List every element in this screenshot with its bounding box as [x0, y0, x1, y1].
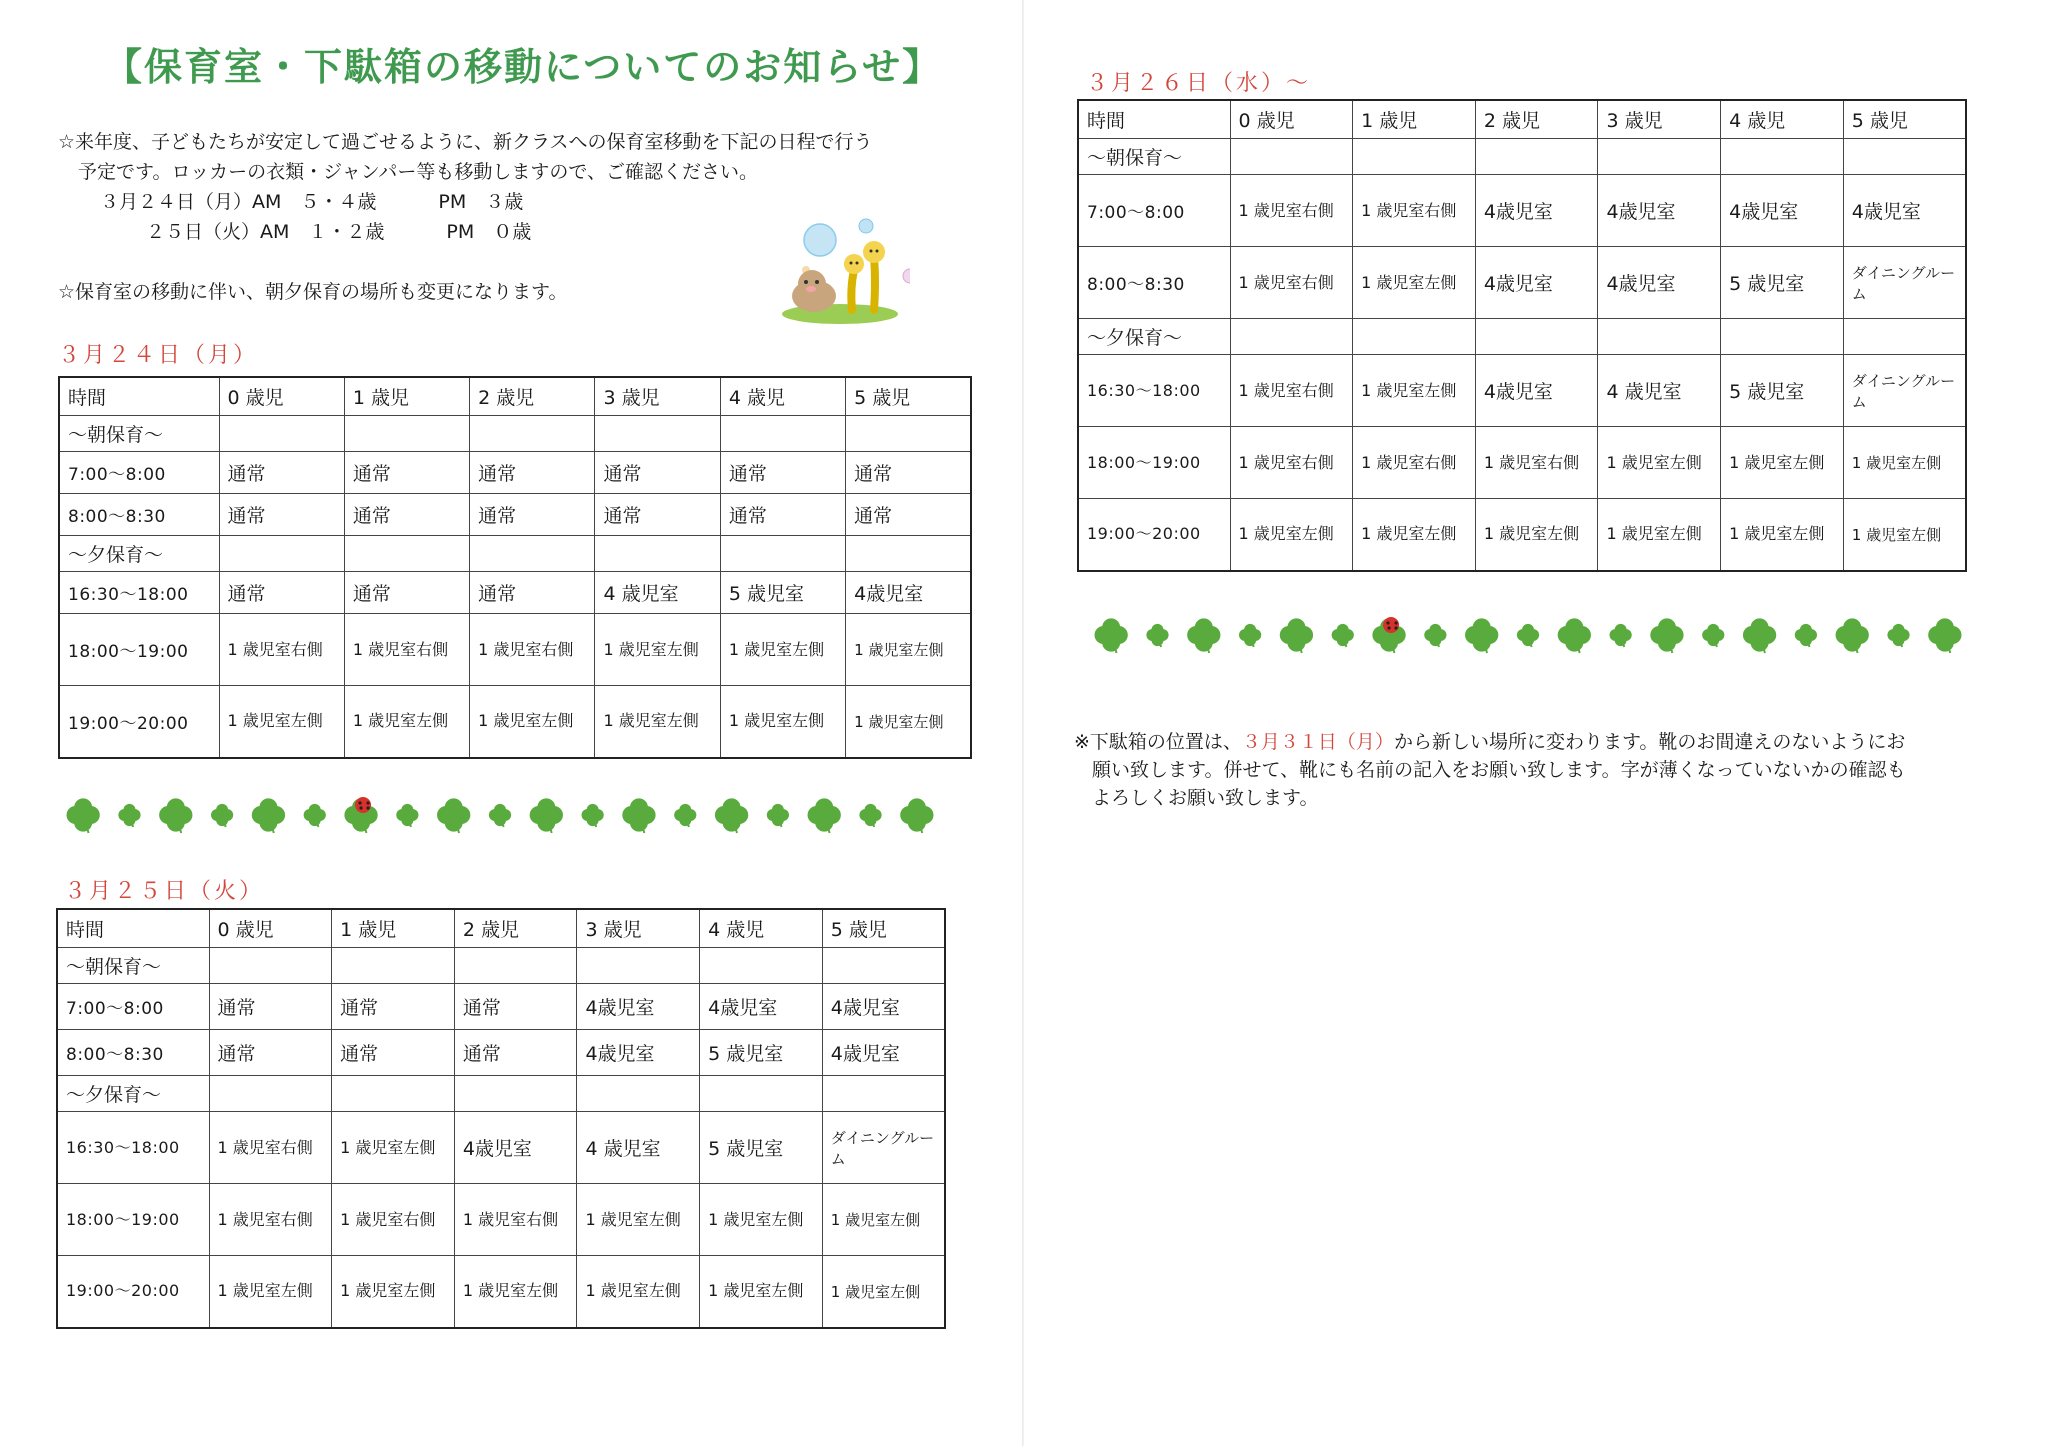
- location-cell: 5 歳児室: [700, 1112, 823, 1184]
- schedule-24-pm: PM ３歳: [438, 191, 524, 213]
- clover-icon: [622, 798, 655, 833]
- location-cell: 4 歳児室: [595, 572, 720, 614]
- header-age2: 2 歳児: [1475, 100, 1598, 139]
- location-cell: 4歳児室: [1843, 175, 1966, 247]
- location-cell: 4歳児室: [577, 984, 700, 1030]
- clover-icon: [1517, 624, 1539, 647]
- time-cell: 7:00～8:00: [1078, 175, 1230, 247]
- time-cell: 16:30～18:00: [59, 572, 219, 614]
- location-cell: 1 歳児室左側: [595, 614, 720, 686]
- location-cell: 1 歳児室左側: [1721, 499, 1844, 571]
- location-cell: 通常: [470, 572, 595, 614]
- time-cell: 18:00～19:00: [1078, 427, 1230, 499]
- clover-decoration-band: [1088, 610, 1968, 660]
- clover-icon: [767, 804, 789, 827]
- clover-icon: [1702, 624, 1724, 647]
- location-cell: 1 歳児室左側: [470, 686, 595, 758]
- location-cell: 1 歳児室左側: [720, 686, 845, 758]
- clover-icon: [1887, 624, 1909, 647]
- clover-icon: [1650, 618, 1683, 653]
- location-cell: 1 歳児室左側: [219, 686, 344, 758]
- schedule-table-25: [56, 908, 946, 1329]
- table-row: [57, 1112, 945, 1184]
- clover-decoration-band: [60, 790, 940, 840]
- section-label: ～朝保育～: [1078, 139, 1230, 175]
- header-time: 時間: [1078, 100, 1230, 139]
- clover-icon: [252, 798, 285, 833]
- date-heading-26: ３月２６日（水）～: [1086, 71, 1312, 96]
- table-header-row: [59, 377, 971, 416]
- intro-line-3: ☆保育室の移動に伴い、朝夕保育の場所も変更になります。: [58, 281, 568, 303]
- location-cell: ダイニングルーム: [1843, 247, 1966, 319]
- header-age2: 2 歳児: [454, 909, 577, 948]
- header-age1: 1 歳児: [332, 909, 455, 948]
- clover-icon: [1332, 624, 1354, 647]
- location-cell: 通常: [344, 452, 469, 494]
- header-age5: 5 歳児: [1843, 100, 1966, 139]
- header-age4: 4 歳児: [720, 377, 845, 416]
- location-cell: 1 歳児室左側: [720, 614, 845, 686]
- location-cell: 1 歳児室右側: [219, 614, 344, 686]
- section-label: ～夕保育～: [1078, 319, 1230, 355]
- ladybug-icon: [355, 797, 371, 813]
- location-cell: 通常: [209, 1030, 332, 1076]
- clover-icon: [489, 804, 511, 827]
- intro-line-1: ☆来年度、子どもたちが安定して過ごせるように、新クラスへの保育室移動を下記の日程で行う: [58, 131, 873, 153]
- clover-icon: [1795, 624, 1817, 647]
- location-cell: 通常: [595, 452, 720, 494]
- location-cell: 1 歳児室右側: [1353, 427, 1476, 499]
- section-label: ～朝保育～: [57, 948, 209, 984]
- location-cell: 4歳児室: [1475, 175, 1598, 247]
- schedule-table-26: [1077, 99, 1967, 572]
- section-label: ～夕保育～: [59, 536, 219, 572]
- location-cell: 4 歳児室: [1598, 355, 1721, 427]
- location-cell: 5 歳児室: [700, 1030, 823, 1076]
- section-row-evening: [59, 536, 971, 572]
- schedule-24-am: ３月２４日（月）AM ５・４歳: [100, 191, 377, 213]
- clover-icon: [530, 798, 563, 833]
- location-cell: 1 歳児室左側: [577, 1184, 700, 1256]
- location-cell: 1 歳児室左側: [344, 686, 469, 758]
- location-cell: 通常: [470, 494, 595, 536]
- header-age2: 2 歳児: [470, 377, 595, 416]
- location-cell: 1 歳児室左側: [1230, 499, 1353, 571]
- notice-line-2: 願い致します。併せて、靴にも名前の記入をお願い致します。字が薄くなっていないかの確認も: [1092, 759, 1906, 781]
- clover-icon: [1610, 624, 1632, 647]
- location-cell: 1 歳児室右側: [1230, 427, 1353, 499]
- location-cell: 1 歳児室左側: [1721, 427, 1844, 499]
- location-cell: 1 歳児室左側: [822, 1256, 945, 1328]
- clover-icon: [1239, 624, 1261, 647]
- clover-icon: [900, 798, 933, 833]
- header-age3: 3 歳児: [577, 909, 700, 948]
- location-cell: 5 歳児室: [1721, 247, 1844, 319]
- location-cell: 1 歳児室左側: [1475, 499, 1598, 571]
- clover-icon: [118, 804, 140, 827]
- schedule-table-24: [58, 376, 972, 759]
- clover-icon: [1743, 618, 1776, 653]
- section-row-evening: [1078, 319, 1966, 355]
- clover-icon: [808, 798, 841, 833]
- location-cell: 1 歳児室左側: [1353, 355, 1476, 427]
- location-cell: 通常: [846, 494, 971, 536]
- section-label: ～朝保育～: [59, 416, 219, 452]
- clover-icon: [1836, 618, 1869, 653]
- header-time: 時間: [59, 377, 219, 416]
- time-cell: 8:00～8:30: [57, 1030, 209, 1076]
- schedule-25-am: ２５日（火）AM １・２歳: [146, 221, 385, 243]
- location-cell: 通常: [332, 984, 455, 1030]
- header-time: 時間: [57, 909, 209, 948]
- location-cell: 通常: [344, 494, 469, 536]
- header-age4: 4 歳児: [1721, 100, 1844, 139]
- location-cell: 1 歳児室右側: [332, 1184, 455, 1256]
- location-cell: 4歳児室: [1475, 247, 1598, 319]
- table-row: [1078, 427, 1966, 499]
- location-cell: 4歳児室: [1721, 175, 1844, 247]
- time-cell: 8:00～8:30: [1078, 247, 1230, 319]
- header-age1: 1 歳児: [1353, 100, 1476, 139]
- clover-icon: [1146, 624, 1168, 647]
- clover-icon: [1095, 618, 1128, 653]
- time-cell: 16:30～18:00: [1078, 355, 1230, 427]
- location-cell: 1 歳児室右側: [209, 1112, 332, 1184]
- location-cell: 通常: [219, 494, 344, 536]
- location-cell: 4歳児室: [822, 984, 945, 1030]
- location-cell: 5 歳児室: [720, 572, 845, 614]
- table-header-row: [57, 909, 945, 948]
- location-cell: 1 歳児室右側: [1353, 175, 1476, 247]
- location-cell: 5 歳児室: [1721, 355, 1844, 427]
- notice-line1-rest: から新しい場所に変わります。靴のお間違えのないようにお: [1393, 731, 1906, 753]
- schedule-25-pm: PM ０歳: [446, 221, 532, 243]
- section-row-evening: [57, 1076, 945, 1112]
- section-row-morning: [59, 416, 971, 452]
- time-cell: 18:00～19:00: [57, 1184, 209, 1256]
- location-cell: 4歳児室: [822, 1030, 945, 1076]
- location-cell: 1 歳児室右側: [1475, 427, 1598, 499]
- time-cell: 18:00～19:00: [59, 614, 219, 686]
- location-cell: 4歳児室: [700, 984, 823, 1030]
- location-cell: ダイニングルーム: [1843, 355, 1966, 427]
- table-row: [59, 686, 971, 758]
- date-heading-24: ３月２４日（月）: [58, 343, 259, 368]
- location-cell: 4 歳児室: [577, 1112, 700, 1184]
- table-row: [59, 494, 971, 536]
- clover-icon: [1465, 618, 1498, 653]
- header-age5: 5 歳児: [822, 909, 945, 948]
- location-cell: 1 歳児室左側: [209, 1256, 332, 1328]
- location-cell: 1 歳児室右側: [470, 614, 595, 686]
- header-age5: 5 歳児: [846, 377, 971, 416]
- table-row: [1078, 247, 1966, 319]
- clover-icon: [304, 804, 326, 827]
- table-row: [1078, 355, 1966, 427]
- table-row: [57, 1184, 945, 1256]
- location-cell: 通常: [720, 452, 845, 494]
- location-cell: 通常: [454, 1030, 577, 1076]
- clover-icon: [211, 804, 233, 827]
- mole-and-sprouts-illustration: [770, 218, 910, 328]
- location-cell: 1 歳児室左側: [700, 1256, 823, 1328]
- section-row-morning: [1078, 139, 1966, 175]
- location-cell: 4歳児室: [454, 1112, 577, 1184]
- ladybug-icon: [1383, 617, 1399, 633]
- clover-icon: [67, 798, 100, 833]
- clover-icon: [1928, 618, 1961, 653]
- location-cell: 1 歳児室左側: [1353, 247, 1476, 319]
- clover-icon: [437, 798, 470, 833]
- date-heading-25: ３月２５日（火）: [64, 879, 265, 904]
- location-cell: 1 歳児室左側: [577, 1256, 700, 1328]
- location-cell: 1 歳児室左側: [595, 686, 720, 758]
- time-cell: 19:00～20:00: [1078, 499, 1230, 571]
- location-cell: 通常: [470, 452, 595, 494]
- location-cell: 1 歳児室左側: [700, 1184, 823, 1256]
- location-cell: 通常: [846, 452, 971, 494]
- table-row: [1078, 499, 1966, 571]
- location-cell: 1 歳児室左側: [1353, 499, 1476, 571]
- time-cell: 19:00～20:00: [57, 1256, 209, 1328]
- location-cell: ダイニングルーム: [822, 1112, 945, 1184]
- notice-line-1: [1074, 728, 2004, 756]
- table-row: [59, 452, 971, 494]
- clover-icon: [396, 804, 418, 827]
- location-cell: 通常: [595, 494, 720, 536]
- notice-prefix: ※下駄箱の位置は、: [1074, 731, 1242, 753]
- clover-icon: [674, 804, 696, 827]
- location-cell: 1 歳児室左側: [1598, 499, 1721, 571]
- table-row: [59, 614, 971, 686]
- table-header-row: [1078, 100, 1966, 139]
- location-cell: 1 歳児室左側: [846, 614, 971, 686]
- clover-icon: [859, 804, 881, 827]
- location-cell: 通常: [454, 984, 577, 1030]
- clover-icon: [1187, 618, 1220, 653]
- time-cell: 7:00～8:00: [57, 984, 209, 1030]
- notice-line-3: よろしくお願い致します。: [1092, 787, 1319, 809]
- schedule-line-24: [58, 187, 978, 217]
- location-cell: 1 歳児室右側: [209, 1184, 332, 1256]
- header-age0: 0 歳児: [219, 377, 344, 416]
- location-cell: 通常: [219, 452, 344, 494]
- header-age1: 1 歳児: [344, 377, 469, 416]
- location-cell: 1 歳児室左側: [454, 1256, 577, 1328]
- location-cell: 1 歳児室右側: [1230, 175, 1353, 247]
- location-cell: 4歳児室: [577, 1030, 700, 1076]
- location-cell: 1 歳児室左側: [1843, 499, 1966, 571]
- clover-icon: [1558, 618, 1591, 653]
- page-title: 【保育室・下駄箱の移動についてのお知らせ】: [104, 45, 943, 89]
- table-row: [57, 1030, 945, 1076]
- location-cell: 通常: [209, 984, 332, 1030]
- header-age4: 4 歳児: [700, 909, 823, 948]
- location-cell: 4歳児室: [1598, 175, 1721, 247]
- location-cell: 1 歳児室左側: [332, 1256, 455, 1328]
- location-cell: 1 歳児室右側: [1230, 247, 1353, 319]
- location-cell: 4歳児室: [846, 572, 971, 614]
- location-cell: 1 歳児室右側: [1230, 355, 1353, 427]
- location-cell: 1 歳児室左側: [332, 1112, 455, 1184]
- location-cell: 4歳児室: [1598, 247, 1721, 319]
- clover-icon: [159, 798, 192, 833]
- table-row: [59, 572, 971, 614]
- shoe-locker-notice: [1074, 728, 2004, 812]
- location-cell: 1 歳児室左側: [1598, 427, 1721, 499]
- table-row: [57, 1256, 945, 1328]
- location-cell: 1 歳児室左側: [846, 686, 971, 758]
- time-cell: 8:00～8:30: [59, 494, 219, 536]
- clover-icon: [1424, 624, 1446, 647]
- header-age0: 0 歳児: [1230, 100, 1353, 139]
- clover-icon: [1280, 618, 1313, 653]
- location-cell: 通常: [720, 494, 845, 536]
- notice-date: ３月３１日（月）: [1241, 731, 1394, 753]
- location-cell: 1 歳児室右側: [454, 1184, 577, 1256]
- time-cell: 16:30～18:00: [57, 1112, 209, 1184]
- location-cell: 4歳児室: [1475, 355, 1598, 427]
- location-cell: 通常: [344, 572, 469, 614]
- table-row: [1078, 175, 1966, 247]
- location-cell: 通常: [219, 572, 344, 614]
- time-cell: 7:00～8:00: [59, 452, 219, 494]
- header-age0: 0 歳児: [209, 909, 332, 948]
- intro-line-2: 予定です。ロッカーの衣類・ジャンパー等も移動しますので、ご確認ください。: [78, 161, 759, 183]
- page-fold: [1022, 0, 1024, 1446]
- table-row: [57, 984, 945, 1030]
- location-cell: 1 歳児室左側: [1843, 427, 1966, 499]
- clover-icon: [715, 798, 748, 833]
- section-row-morning: [57, 948, 945, 984]
- header-age3: 3 歳児: [595, 377, 720, 416]
- header-age3: 3 歳児: [1598, 100, 1721, 139]
- clover-icon: [582, 804, 604, 827]
- time-cell: 19:00～20:00: [59, 686, 219, 758]
- location-cell: 通常: [332, 1030, 455, 1076]
- location-cell: 1 歳児室左側: [822, 1184, 945, 1256]
- location-cell: 1 歳児室右側: [344, 614, 469, 686]
- section-label: ～夕保育～: [57, 1076, 209, 1112]
